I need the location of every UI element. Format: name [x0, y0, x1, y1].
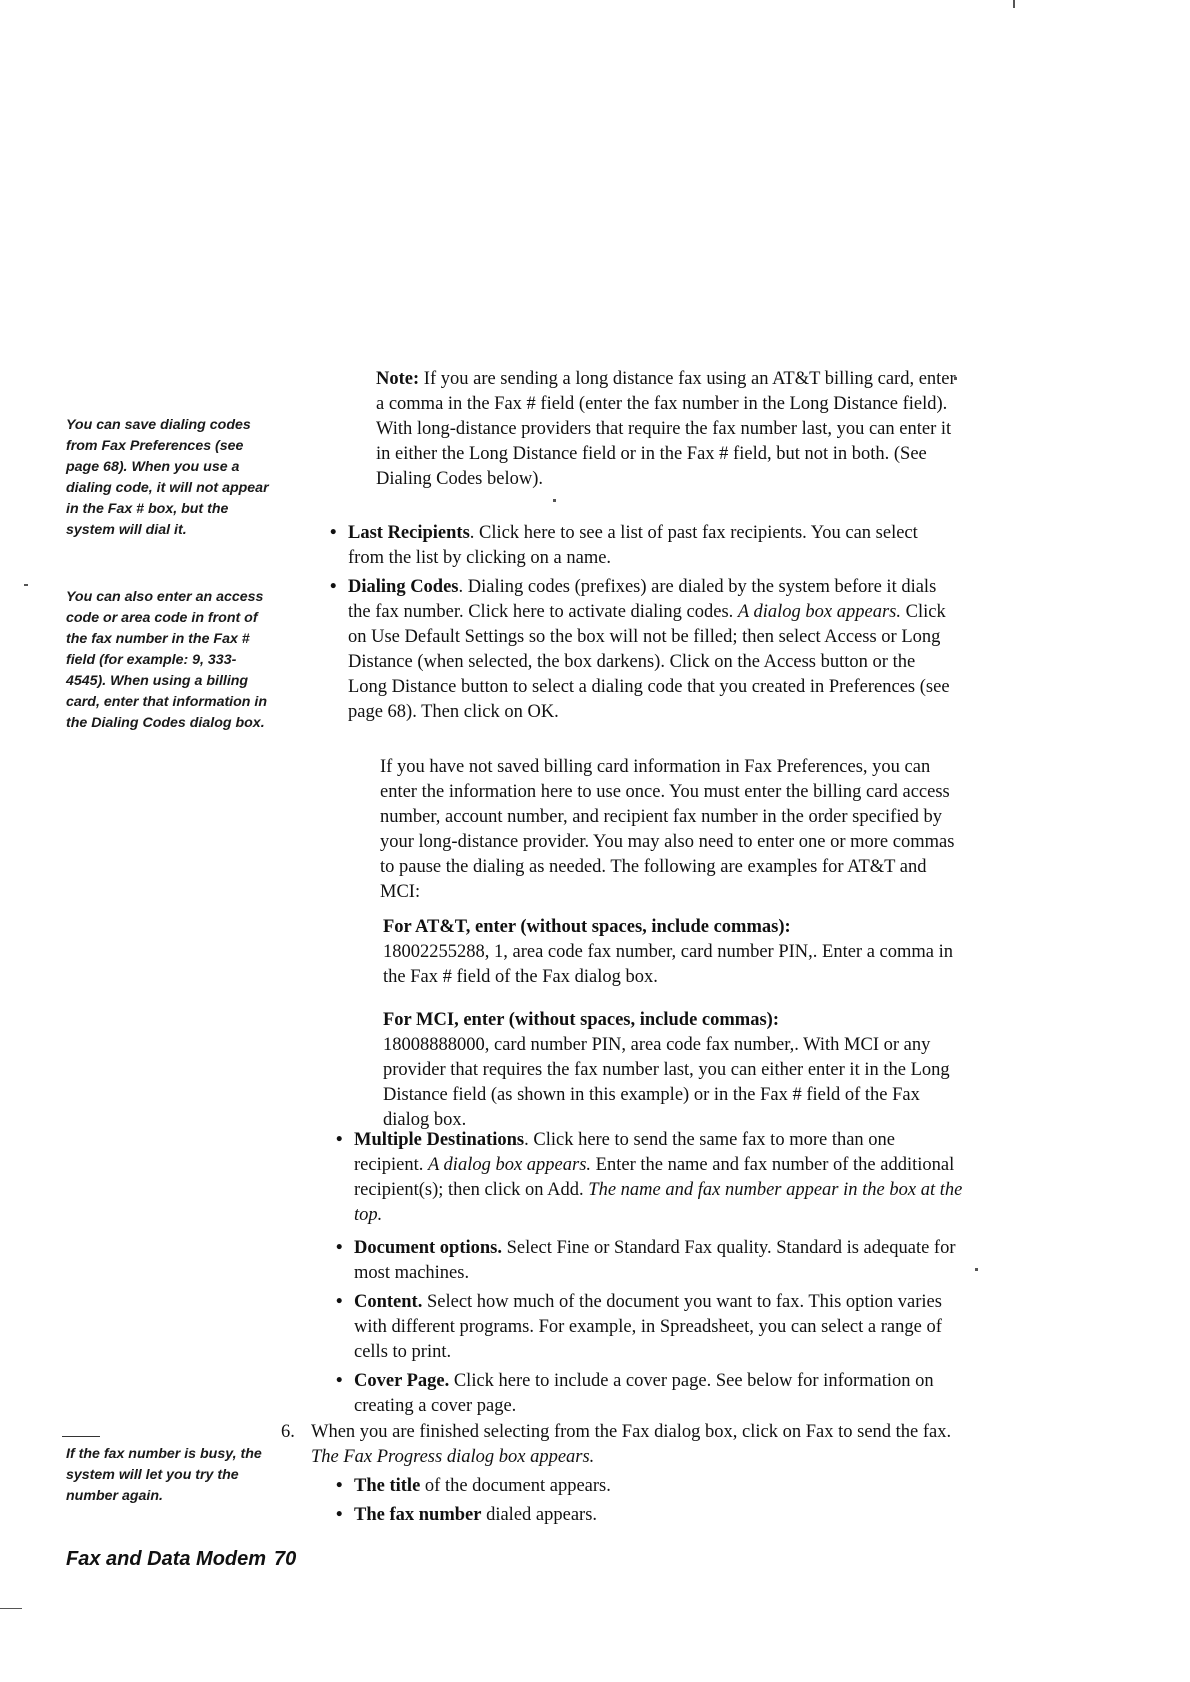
- cover-page-text: Click here to include a cover page. See below for information on creating a cover page.: [354, 1371, 934, 1416]
- bullet-title: [336, 1474, 854, 1499]
- content-text: Select how much of the document you want to fax. This option varies with different programs. For example, in Spreadsheet, you can select a range of cells to print.: [354, 1292, 942, 1362]
- sub-title-text: of the document appears.: [420, 1476, 611, 1496]
- sub-fax-label: The fax number: [354, 1505, 482, 1525]
- content-label: Content.: [354, 1292, 423, 1312]
- sub-title-label: The title: [354, 1476, 421, 1496]
- last-recipients-label: Last Recipients: [348, 523, 470, 543]
- sidenote-access-code: You can also enter an access code or area code in front of the fax number in the Fax # field (for example: 9, 333-4545). When using a billing card, enter that information in the Dialing Codes dialog box.: [66, 589, 268, 731]
- dialing-codes-label: Dialing Codes: [348, 577, 459, 597]
- scan-speck: [0, 1608, 22, 1609]
- multiple-italic-2: The name and fax number appear in the box at the top.: [354, 1180, 963, 1225]
- step-6: [281, 1420, 961, 1470]
- billing-paragraph: If you have not saved billing card information in Fax Preferences, you can enter the information here to use once. You must enter the billing card access number, account number, and recipient fax number in the order specified by your long-distance provider. You may also need to enter one or more commas to pause the dialing as needed. The following are examples for AT&T and MCI:: [380, 757, 955, 902]
- sidenote-save-codes: You can save dialing codes from Fax Preferences (see page 68). When you use a dialing code, it will not appear in the Fax # box, but the system will dial it.: [66, 417, 269, 538]
- bullet-document-options: [336, 1236, 959, 1286]
- bullet-last-recipients: [330, 521, 948, 571]
- bullet-multiple-destinations: [336, 1128, 964, 1228]
- bullet-fax-number: [336, 1503, 854, 1528]
- bullet-dot: •: [336, 1476, 343, 1496]
- bullet-content: [336, 1290, 954, 1365]
- step-6-number: 6.: [281, 1422, 295, 1442]
- att-text: 18002255288, 1, area code fax number, card number PIN,. Enter a comma in the Fax # field of the Fax dialog box.: [383, 942, 954, 987]
- att-heading: For AT&T, enter (without spaces, include commas):: [383, 917, 791, 937]
- bullet-cover-page: [336, 1369, 934, 1419]
- bullet-dot: •: [330, 523, 337, 543]
- page-number: 70: [274, 1548, 297, 1570]
- dialing-codes-text-1: . Dialing codes (prefixes) are dialed by the system before it dials the fax number. Click here to activate dialing codes.: [348, 577, 937, 622]
- scan-speck: [975, 1268, 978, 1271]
- step-6-italic: The Fax Progress dialog box appears.: [311, 1447, 595, 1467]
- last-recipients-text: . Click here to see a list of past fax recipients. You can select from the list by clicking on a name.: [348, 523, 918, 568]
- scan-speck: [24, 584, 28, 586]
- bullet-dialing-codes: [330, 575, 953, 725]
- step-6-text: When you are finished selecting from the Fax dialog box, click on Fax to send the fax.: [311, 1422, 952, 1442]
- multiple-italic-1: A dialog box appears.: [427, 1155, 592, 1175]
- document-options-label: Document options.: [354, 1238, 503, 1258]
- scan-speck: [1013, 0, 1015, 8]
- sidenote-busy: If the fax number is busy, the system will let you try the number again.: [66, 1446, 262, 1504]
- mci-heading: For MCI, enter (without spaces, include commas):: [383, 1010, 779, 1030]
- cover-page-label: Cover Page.: [354, 1371, 450, 1391]
- mci-text: 18008888000, card number PIN, area code fax number,. With MCI or any provider that requires the fax number last, you can either enter it in the Long Distance field (as shown in this example) or in the Fax # field of the Fax dialog box.: [383, 1035, 950, 1130]
- bullet-dot: •: [336, 1371, 343, 1391]
- footer-title: Fax and Data Modem: [66, 1548, 267, 1570]
- dialing-codes-italic: A dialog box appears.: [737, 602, 901, 622]
- sidenote-divider: [62, 1436, 100, 1437]
- bullet-dot: •: [336, 1505, 343, 1525]
- bullet-dot: •: [336, 1130, 343, 1150]
- bullet-dot: •: [336, 1238, 343, 1258]
- dialing-codes-text-2: Click on Use Default Settings so the box will not be filled; then select Access or Long Distance (when selected, the box darkens). Click on the Access button or the Long Distance button to select a dialing code that you created in Preferences (see page 68). Then click on OK.: [348, 602, 950, 722]
- multiple-label: Multiple Destinations: [354, 1130, 525, 1150]
- multiple-text-1: . Click here to send the same fax to more than one recipient.: [354, 1130, 896, 1175]
- mci-block: [383, 1008, 963, 1133]
- multiple-text-2: Enter the name and fax number of the additional recipient(s); then click on Add.: [354, 1155, 955, 1200]
- att-block: [383, 915, 963, 990]
- note-text: If you are sending a long distance fax using an AT&T billing card, enter a comma in the Fax # field (enter the fax number in the Long Distance field). With long-distance providers that require the fax number last, you can enter it in either the Long Distance field or in the Fax # field, but not in both. (See Dialing Codes below).: [376, 369, 956, 489]
- bullet-dot: •: [330, 577, 337, 597]
- sub-fax-text: dialed appears.: [481, 1505, 598, 1525]
- note-label: Note:: [376, 369, 420, 389]
- bullet-dot: •: [336, 1292, 343, 1312]
- page-footer: [66, 1548, 296, 1571]
- note-paragraph: [376, 367, 966, 492]
- document-options-text: Select Fine or Standard Fax quality. Standard is adequate for most machines.: [354, 1238, 956, 1283]
- scan-speck: [553, 499, 556, 502]
